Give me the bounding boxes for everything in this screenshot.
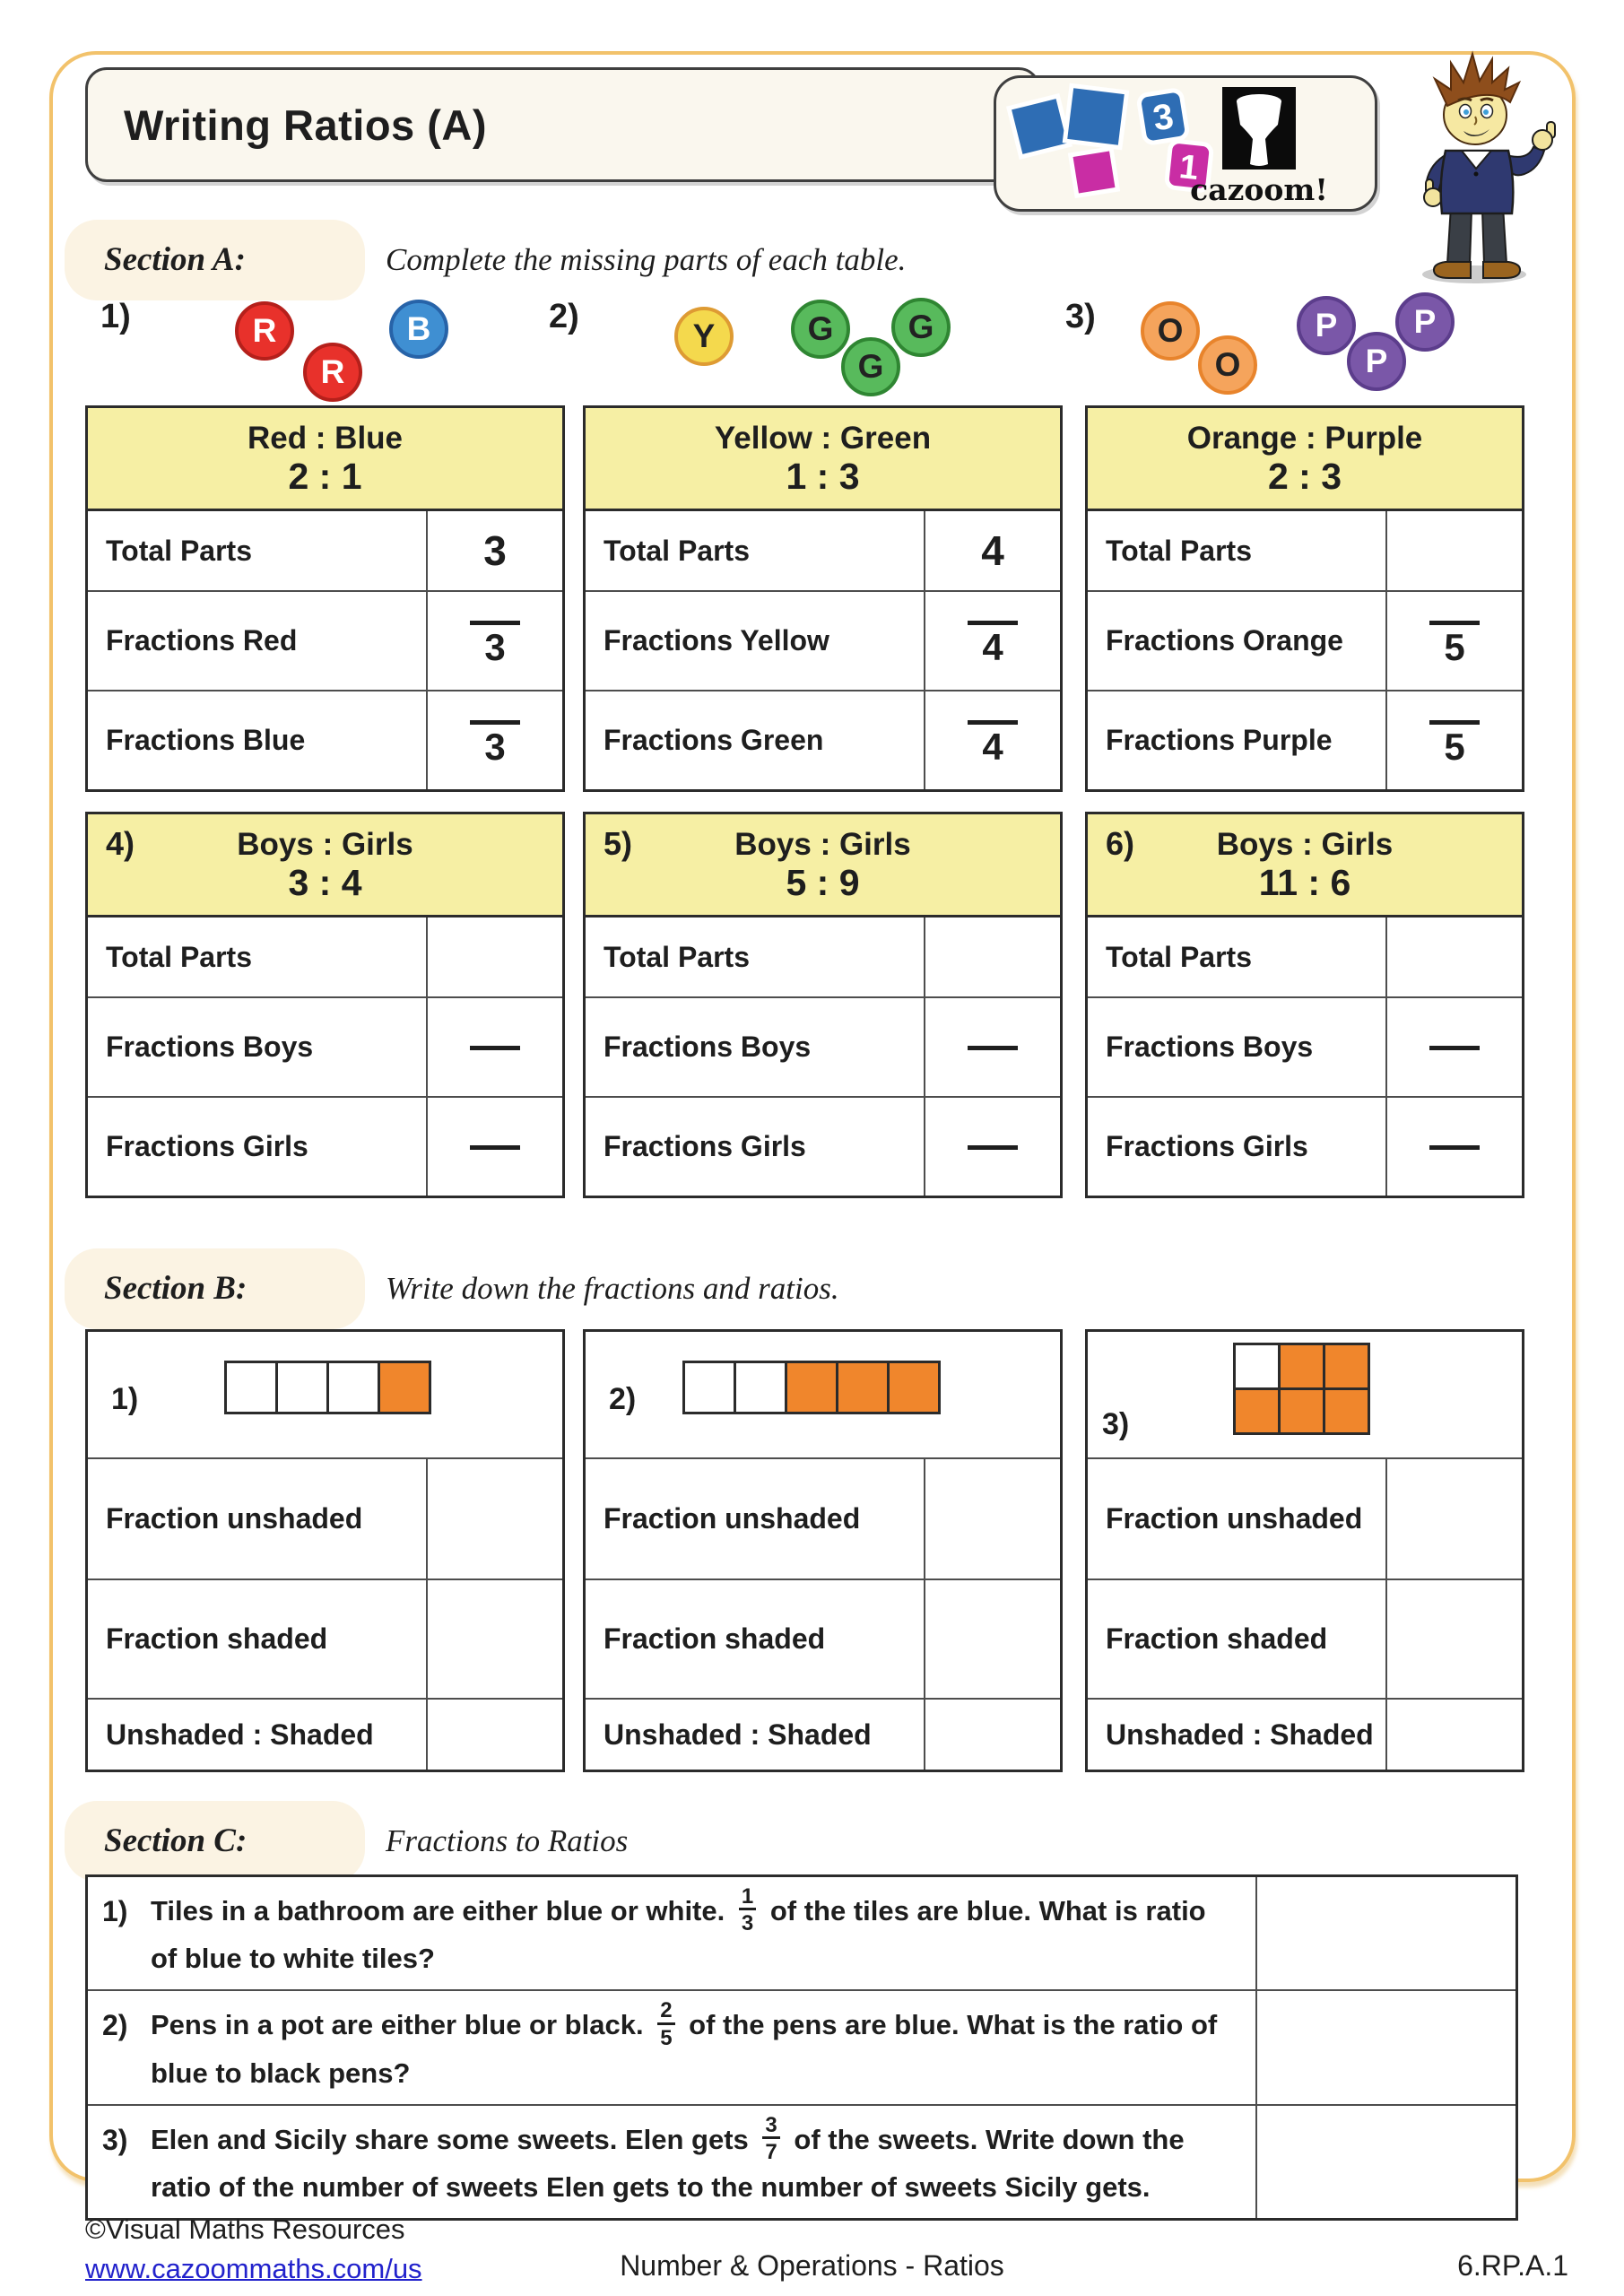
row-label: Fractions Girls — [1106, 1130, 1308, 1162]
fraction-bar — [470, 1145, 520, 1150]
fraction-bar — [1429, 621, 1480, 625]
section-c-instruction: Fractions to Ratios — [386, 1823, 629, 1858]
table-row — [88, 1459, 562, 1578]
ratio-value: 5 : 9 — [786, 862, 860, 904]
answer-cell — [1255, 1991, 1515, 2103]
fraction-denominator: 5 — [1444, 626, 1465, 668]
fraction-blank — [470, 1040, 520, 1054]
inline-fraction — [657, 1999, 674, 2048]
answer-cell — [426, 1700, 562, 1770]
table-row — [586, 590, 1060, 690]
answer-cell — [1385, 1580, 1522, 1698]
answer-cell — [1385, 918, 1522, 996]
table-row — [586, 690, 1060, 789]
mascot-character — [1383, 47, 1576, 289]
purple-counter-circle — [1395, 292, 1455, 352]
table-header — [586, 408, 1060, 511]
unshaded-square — [734, 1361, 787, 1414]
answer-cell — [426, 918, 562, 996]
answer-cell — [1385, 592, 1522, 690]
answer-cell — [1385, 1700, 1522, 1770]
row-label: Total Parts — [604, 940, 750, 973]
fraction-bar — [470, 621, 520, 625]
table-row — [88, 918, 562, 996]
inline-fraction — [762, 2114, 779, 2163]
row-label: Fraction shaded — [1106, 1622, 1328, 1655]
row-label: Fractions Orange — [1106, 624, 1343, 657]
ratio-table-boys-girls-5 — [583, 812, 1063, 1198]
circle-letter: G — [807, 310, 834, 347]
question-text — [151, 1884, 1239, 1980]
fraction-blank — [968, 1040, 1018, 1054]
fraction-blank — [968, 1140, 1018, 1153]
ratio-value: 11 : 6 — [1258, 862, 1351, 904]
question-row — [88, 1989, 1515, 2103]
table-row — [1088, 996, 1522, 1096]
fraction-bar — [1429, 720, 1480, 725]
shaded-square — [1278, 1343, 1325, 1390]
row-label: Unshaded : Shaded — [1106, 1718, 1374, 1751]
table-number: 5) — [604, 825, 633, 862]
total-parts-value: 4 — [981, 527, 1004, 574]
row-label: Unshaded : Shaded — [604, 1718, 872, 1751]
ratio-tables-row-1 — [85, 405, 1524, 792]
table-header — [586, 814, 1060, 918]
fraction-denominator: 4 — [982, 626, 1003, 668]
answer-cell — [924, 1098, 1060, 1196]
table-row — [586, 918, 1060, 996]
circle-letter: O — [1157, 312, 1184, 349]
squares-strip — [682, 1361, 941, 1414]
footer-topic: Number & Operations - Ratios — [620, 2249, 1004, 2282]
circle-letter: G — [857, 348, 884, 385]
answer-cell — [924, 998, 1060, 1096]
fraction-numerator: 1 — [741, 1884, 754, 1909]
question-text-part: Pens in a pot are either blue or black. — [151, 2009, 644, 2041]
circle-letter: P — [1315, 307, 1338, 344]
logo-tile-3 — [1138, 90, 1188, 144]
group-1-number: 1) — [100, 298, 131, 335]
ratio-title: Orange : Purple — [1186, 420, 1423, 456]
fraction-blank — [470, 1140, 520, 1153]
svg-text:1: 1 — [1177, 147, 1201, 187]
shaded-square — [1323, 1387, 1370, 1435]
shading-diagram-cell — [1088, 1332, 1522, 1459]
table-row — [88, 690, 562, 789]
table-row — [88, 996, 562, 1096]
question-text — [151, 1998, 1239, 2094]
table-row — [1088, 590, 1522, 690]
shading-table-3 — [1085, 1329, 1524, 1772]
table-row — [88, 590, 562, 690]
row-label: Total Parts — [106, 940, 252, 973]
unshaded-square — [224, 1361, 278, 1414]
red-counter-circle — [303, 343, 362, 402]
answer-cell — [924, 691, 1060, 789]
table-number: 4) — [106, 825, 135, 862]
svg-text:3: 3 — [1150, 96, 1177, 139]
row-label: Fraction shaded — [604, 1622, 826, 1655]
ratio-title: Boys : Girls — [1216, 826, 1394, 862]
group-2-number: 2) — [549, 298, 579, 335]
circle-letter: G — [908, 309, 934, 345]
table-row — [1088, 1459, 1522, 1578]
cazoom-logo-graphic — [996, 78, 1377, 212]
fraction-bar — [470, 720, 520, 725]
shading-diagram-cell — [586, 1332, 1060, 1459]
fraction-denominator: 5 — [657, 2022, 674, 2049]
fraction-denominator: 5 — [1444, 726, 1465, 768]
answer-cell — [1255, 2106, 1515, 2218]
ratio-value: 3 : 4 — [288, 862, 362, 904]
fraction-denominator: 7 — [762, 2136, 779, 2163]
ratio-table-yellow-green — [583, 405, 1063, 792]
table-header — [88, 408, 562, 511]
table-number: 2) — [609, 1382, 637, 1416]
row-label: Fractions Purple — [1106, 724, 1333, 756]
shading-table-1 — [85, 1329, 565, 1772]
circle-letter: P — [1365, 343, 1388, 379]
squares-strip — [224, 1361, 431, 1414]
table-row — [586, 1578, 1060, 1698]
fraction-blank — [968, 615, 1018, 666]
fraction-blank — [1429, 1140, 1480, 1153]
group-3-number: 3) — [1065, 298, 1096, 335]
table-row — [88, 1578, 562, 1698]
table-header — [1088, 408, 1522, 511]
answer-cell — [924, 918, 1060, 996]
row-label: Total Parts — [1106, 940, 1252, 973]
row-label: Fractions Red — [106, 624, 298, 657]
answer-cell — [426, 592, 562, 690]
ratio-value: 2 : 3 — [1267, 456, 1342, 498]
circle-letter: Y — [692, 317, 716, 354]
fraction-bar — [968, 720, 1018, 725]
table-row — [1088, 1096, 1522, 1196]
unshaded-square — [326, 1361, 380, 1414]
shaded-square — [1233, 1387, 1281, 1435]
shading-tables-row — [85, 1329, 1524, 1772]
row-label: Total Parts — [604, 534, 750, 567]
ratio-value: 1 : 3 — [786, 456, 860, 498]
fraction-blank — [470, 615, 520, 666]
shaded-square — [1323, 1343, 1370, 1390]
row-label: Total Parts — [106, 534, 252, 567]
answer-cell — [924, 1580, 1060, 1698]
table-row — [88, 1698, 562, 1770]
blue-counter-circle — [389, 300, 448, 359]
ratio-table-red-blue — [85, 405, 565, 792]
answer-cell — [426, 1580, 562, 1698]
ratio-table-boys-girls-4 — [85, 812, 565, 1198]
table-number: 6) — [1106, 825, 1135, 862]
table-row — [1088, 1698, 1522, 1770]
footer-copyright: ©Visual Maths Resources — [85, 2213, 405, 2245]
row-label: Unshaded : Shaded — [106, 1718, 374, 1751]
row-label: Fractions Yellow — [604, 624, 829, 657]
fraction-blank — [1429, 1040, 1480, 1054]
circle-letter: R — [252, 312, 277, 349]
answer-cell — [924, 1700, 1060, 1770]
ratio-title: Yellow : Green — [714, 420, 932, 456]
footer-link[interactable]: www.cazoommaths.com/us — [85, 2253, 422, 2284]
answer-cell — [1385, 1459, 1522, 1578]
answer-cell — [426, 1459, 562, 1578]
fraction-bar — [968, 1145, 1018, 1150]
fraction-denominator: 3 — [739, 1908, 756, 1935]
table-row — [586, 1459, 1060, 1578]
circle-letter: P — [1413, 303, 1437, 340]
shading-table-2 — [583, 1329, 1063, 1772]
answer-cell — [924, 1459, 1060, 1578]
shaded-square — [1278, 1387, 1325, 1435]
fraction-numerator: 3 — [765, 2112, 777, 2137]
table-row — [1088, 1578, 1522, 1698]
section-b-instruction: Write down the fractions and ratios. — [386, 1271, 839, 1306]
shaded-square — [785, 1361, 838, 1414]
section-a-instruction: Complete the missing parts of each table. — [386, 242, 907, 277]
section-a-label: Section A: — [104, 241, 246, 278]
fraction-bar — [470, 1046, 520, 1050]
question — [88, 1877, 1255, 1989]
answer-cell — [924, 511, 1060, 590]
shading-diagram-cell — [88, 1332, 562, 1459]
table-number: 1) — [111, 1382, 139, 1416]
unshaded-square — [275, 1361, 329, 1414]
row-label: Total Parts — [1106, 534, 1252, 567]
fraction-bar — [1429, 1046, 1480, 1050]
row-label: Fraction unshaded — [1106, 1502, 1363, 1535]
fraction-blank — [968, 715, 1018, 766]
row-label: Fractions Boys — [604, 1031, 812, 1063]
fraction-numerator: 2 — [660, 1998, 673, 2023]
logo-squares — [1009, 85, 1126, 196]
answer-cell — [1385, 998, 1522, 1096]
ratio-table-orange-purple — [1085, 405, 1524, 792]
fraction-denominator: 4 — [982, 726, 1003, 768]
green-counter-circle — [891, 298, 951, 357]
ratio-title: Boys : Girls — [237, 826, 413, 862]
question — [88, 2106, 1255, 2218]
green-counter-circle — [791, 300, 850, 359]
total-parts-value: 3 — [483, 527, 507, 574]
question-text-part: Tiles in a bathroom are either blue or white. — [151, 1894, 725, 1926]
answer-cell — [1255, 1877, 1515, 1989]
question-text — [151, 2112, 1239, 2209]
table-row — [586, 996, 1060, 1096]
question-row — [88, 1877, 1515, 1989]
page-title: Writing Ratios (A) — [124, 100, 487, 149]
fraction-blank — [470, 715, 520, 766]
shaded-square — [378, 1361, 431, 1414]
row-label: Fractions Girls — [604, 1130, 806, 1162]
row-label: Fraction shaded — [106, 1622, 328, 1655]
logo-drum-icon — [1222, 87, 1296, 170]
answer-cell — [924, 592, 1060, 690]
fraction-bar — [968, 621, 1018, 625]
squares-strip — [1233, 1387, 1370, 1435]
answer-cell — [426, 511, 562, 590]
shaded-square — [836, 1361, 890, 1414]
footer-standard-code: 6.RP.A.1 — [1457, 2249, 1568, 2282]
orange-counter-circle — [1141, 301, 1200, 361]
row-label: Fractions Boys — [1106, 1031, 1314, 1063]
row-label: Fractions Girls — [106, 1130, 308, 1162]
ratio-title: Red : Blue — [247, 420, 404, 456]
answer-cell — [426, 691, 562, 789]
answer-cell — [426, 1098, 562, 1196]
question-number: 3) — [102, 2123, 128, 2156]
shaded-square — [887, 1361, 941, 1414]
table-row — [1088, 918, 1522, 996]
table-row — [586, 1096, 1060, 1196]
answer-cell — [1385, 691, 1522, 789]
ratio-tables-row-2 — [85, 812, 1524, 1198]
purple-counter-circle — [1347, 332, 1406, 391]
table-row — [88, 1096, 562, 1196]
circle-letter: O — [1214, 346, 1241, 383]
question-row — [88, 2104, 1515, 2218]
question-text-part: of the sweets. Write down the ratio of the number of sweets Elen gets to the number of sweets Sicily gets. — [151, 2123, 1185, 2204]
red-counter-circle — [235, 301, 294, 361]
title-box — [85, 67, 1040, 182]
green-counter-circle — [841, 337, 900, 396]
row-label: Fraction unshaded — [604, 1502, 861, 1535]
orange-counter-circle — [1198, 335, 1257, 395]
logo-brand-text: cazoom! — [1190, 172, 1328, 207]
table-header — [1088, 814, 1522, 918]
squares-strip — [1233, 1343, 1370, 1390]
question-text-part: Elen and Sicily share some sweets. Elen gets — [151, 2123, 749, 2155]
table-row — [88, 511, 562, 590]
row-label: Fractions Blue — [106, 724, 306, 756]
table-header — [88, 814, 562, 918]
table-row — [586, 1698, 1060, 1770]
row-label: Fractions Boys — [106, 1031, 314, 1063]
row-label: Fractions Green — [604, 724, 824, 756]
answer-cell — [1385, 1098, 1522, 1196]
section-c-label: Section C: — [104, 1822, 248, 1859]
unshaded-square — [1233, 1343, 1281, 1390]
table-row — [586, 511, 1060, 590]
circle-letter: R — [320, 353, 345, 390]
fraction-denominator: 3 — [484, 726, 506, 768]
ratio-title: Boys : Girls — [734, 826, 911, 862]
ratio-value: 2 : 1 — [288, 456, 362, 498]
cazoom-logo — [994, 75, 1377, 212]
table-number: 3) — [1102, 1407, 1130, 1441]
word-problems-table — [85, 1874, 1518, 2221]
fraction-denominator: 3 — [484, 626, 506, 668]
unshaded-square — [682, 1361, 736, 1414]
squares-grid — [1233, 1343, 1370, 1435]
fraction-blank — [1429, 715, 1480, 766]
table-row — [1088, 511, 1522, 590]
fraction-blank — [1429, 615, 1480, 666]
answer-cell — [1385, 511, 1522, 590]
answer-cell — [426, 998, 562, 1096]
question — [88, 1991, 1255, 2103]
question-number: 1) — [102, 1895, 128, 1927]
fraction-bar — [968, 1046, 1018, 1050]
fraction-bar — [1429, 1145, 1480, 1150]
row-label: Fraction unshaded — [106, 1502, 363, 1535]
question-text-part: of the tiles are blue. What is ratio of blue to white tiles? — [151, 1894, 1206, 1975]
circle-letter: B — [406, 310, 431, 347]
table-row — [1088, 690, 1522, 789]
question-number: 2) — [102, 2009, 128, 2042]
inline-fraction — [739, 1885, 756, 1935]
section-b-label: Section B: — [104, 1270, 248, 1307]
ratio-table-boys-girls-6 — [1085, 812, 1524, 1198]
question-text-part: of the pens are blue. What is the ratio of blue to black pens? — [151, 2009, 1218, 2089]
yellow-counter-circle — [674, 307, 734, 366]
purple-counter-circle — [1297, 296, 1356, 355]
